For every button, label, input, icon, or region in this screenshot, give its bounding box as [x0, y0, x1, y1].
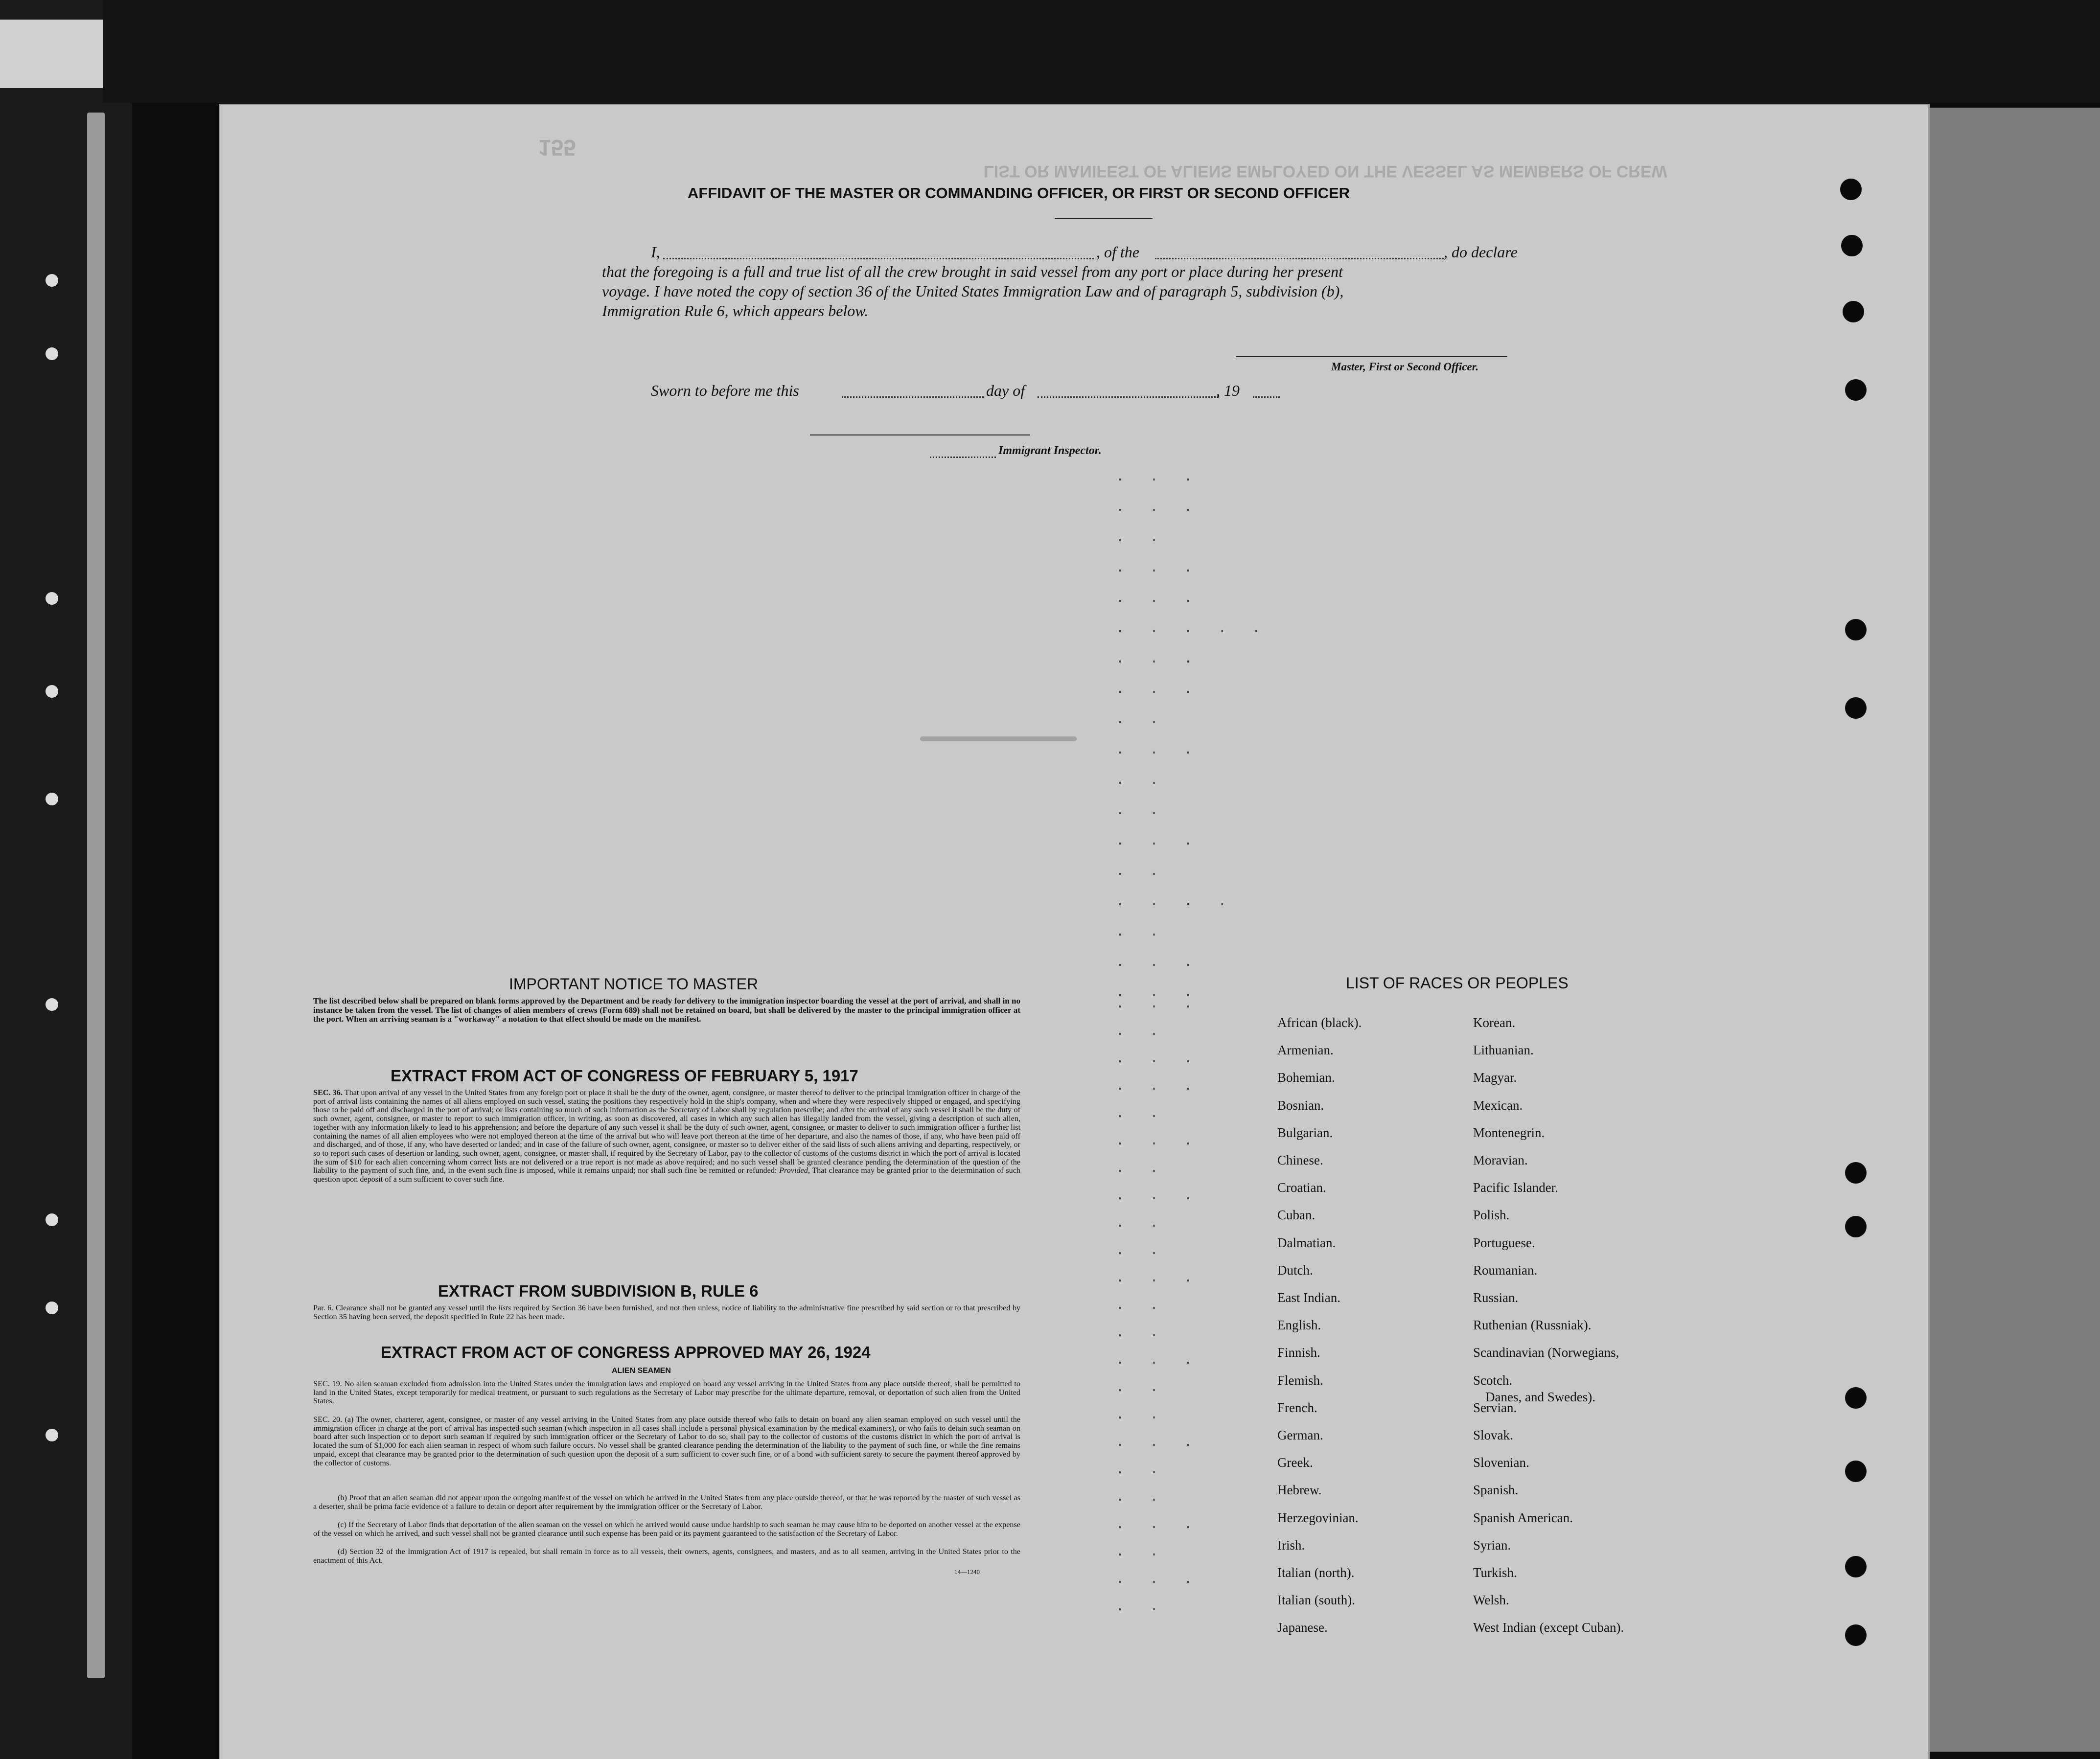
punch-hole: [1845, 1624, 1867, 1646]
subdivision-b-title: EXTRACT FROM SUBDIVISION B, RULE 6: [438, 1282, 759, 1300]
notice-text: The list described below shall be prepared on blank forms approved by the Department and be ready for delivery to the immigration inspector boarding the vessel at the port of arrival, and shall in no instance be taken from the vessel. The list of changes of alien members of crews (Form 689) shall not be retained on board, but shall be delivered by the master to the principal immigration officer at the port. When an arriving seaman is a "workaway" a notation to that effect should be made on the manifest.: [313, 996, 1020, 1024]
race-item: Spanish American.: [1473, 1510, 1573, 1525]
punch-hole: [1845, 379, 1867, 401]
lists-word: lists: [498, 1303, 511, 1312]
sworn-month-field[interactable]: [1038, 396, 1219, 398]
race-item: Greek.: [1277, 1455, 1313, 1470]
races-title: LIST OF RACES OR PEOPLES: [1346, 974, 1569, 992]
race-item: Irish.: [1277, 1537, 1305, 1553]
sworn-year-field[interactable]: [1253, 396, 1280, 398]
race-item: Mexican.: [1473, 1097, 1523, 1113]
race-item: German.: [1277, 1428, 1323, 1442]
notice-title: IMPORTANT NOTICE TO MASTER: [509, 975, 759, 993]
binder-hole: [46, 1429, 58, 1441]
binder-hole: [46, 998, 58, 1011]
par-6-label: Par. 6.: [313, 1303, 334, 1312]
par-6-text-b: required by Section 36 have been furnished, and not then unless, notice of liability to the administrative fine prescribed by said section or to that prescribed by Section 35 having been served, the deposit specified in Rule 22 has been made.: [313, 1303, 1021, 1321]
sec-19-text: [313, 1380, 1020, 1406]
race-item: Russian.: [1473, 1290, 1519, 1305]
race-item: Finnish.: [1277, 1345, 1320, 1360]
race-item: Bohemian.: [1277, 1070, 1335, 1085]
race-item: Slovenian.: [1473, 1455, 1529, 1470]
sworn-text: Sworn to before me this: [651, 382, 799, 399]
race-item: Hebrew.: [1277, 1483, 1322, 1498]
race-item: Bosnian.: [1277, 1097, 1324, 1113]
affidavit-line2: that the foregoing is a full and true list of all the crew brought in said vessel from any port or place during her present: [602, 263, 1343, 280]
sec-19-label: SEC. 19.: [313, 1379, 342, 1388]
document-sheet: [220, 105, 1928, 1759]
sec-20a-body: (a) The owner, charterer, agent, consignee, or master of any vessel arriving in the United States from any place outside thereof who fails to detain on board any alien seaman employed on such vessel until the immigration officer in charge at the port of arrival has inspected such seaman (which inspection in all cases shall include a personal physical examination by the medical examiners), or who fails to detain such seaman on board after such inspection or to deport such seaman if required by such immigration officer or the Secretary of Labor to do so, shall pay to the collector of customs of the customs district in which the port of arrival is located the sum of $1,000 for each alien seaman in respect of whom such failure occurs. No vessel shall be granted clearance pending the determination of the liability to the payment of such fine, or while the fine remains unpaid, except that clearance may be granted prior to the determination of such question upon the deposit of a sum sufficient to cover such fine, or of a bond with sufficient surety to secure the payment thereof approved by the collector of customs.: [313, 1415, 1020, 1467]
punch-hole: [1843, 301, 1864, 322]
race-item: Scandinavian (Norwegians,: [1473, 1345, 1619, 1360]
master-signature-label: Master, First or Second Officer.: [1331, 361, 1479, 373]
race-item: Syrian.: [1473, 1537, 1511, 1553]
race-item: Roumanian.: [1473, 1262, 1538, 1278]
sec-36-text-end: That clearance may be granted prior to the determination of such question upon deposit of a sum sufficient to cover such fine.: [313, 1166, 1021, 1184]
race-item: Turkish.: [1473, 1565, 1517, 1580]
binder-strip: [0, 0, 132, 1759]
sec-20b-text: (b) Proof that an alien seaman did not appear upon the outgoing manifest of the vessel on which he arrived in the United States from any place outside thereof, or that he was reported by the master of such vessel as a deserter, shall be prima facie evidence of a failure to detain or deport after requirement by the immigration officer or the Secretary of Labor.: [313, 1493, 1020, 1511]
race-item: Cuban.: [1277, 1208, 1315, 1223]
race-item: Italian (north).: [1277, 1565, 1355, 1580]
race-item: Croatian.: [1277, 1180, 1326, 1195]
punch-hole: [1845, 697, 1867, 719]
sec-36-label: SEC. 36.: [313, 1088, 343, 1097]
race-item: Slovak.: [1473, 1428, 1513, 1442]
race-item: Scotch.: [1473, 1372, 1513, 1388]
binder-hole: [46, 685, 58, 698]
binder-hole: [46, 347, 58, 360]
sec-20d-text: (d) Section 32 of the Immigration Act of 1917 is repealed, but shall remain in force as to all vessels, their owners, agents, consignees, and masters, and as to all seamen, arriving in the United States prior to the enactment of this Act.: [313, 1547, 1020, 1565]
race-item: Armenian.: [1277, 1043, 1334, 1058]
race-item: Pacific Islander.: [1473, 1180, 1558, 1195]
vessel-name-field[interactable]: [1155, 258, 1444, 259]
binder-hole: [46, 1213, 58, 1226]
scanner-top-bar: [103, 0, 2100, 103]
affidavit-line1-i: I,: [651, 243, 660, 261]
race-item: Dalmatian.: [1277, 1235, 1336, 1250]
bleed-through-page-number: 155: [538, 135, 576, 160]
sec-19-body: No alien seaman excluded from admission into the United States under the immigration laws and employed on board any vessel arriving in the United States from any place outside thereof, shall be permitted to land in the United States, except temporarily for medical treatment, or pursuant to such regulations as the Secretary of Labor may prescribe for the ultimate departure, removal, or deportation of such alien from the United States.: [313, 1379, 1020, 1406]
inspector-dots: [930, 457, 996, 458]
binder-edge: [87, 113, 105, 1678]
race-item: Herzegovinian.: [1277, 1510, 1359, 1525]
race-item: Flemish.: [1277, 1372, 1323, 1388]
race-item: Korean.: [1473, 1015, 1516, 1030]
punch-hole: [1840, 179, 1862, 200]
race-item: Portuguese.: [1473, 1235, 1535, 1250]
pencil-marks: . . . . . . . . . . . . . . . . . . . . . . . . . . . . . . . . . . . . . . . . . . . . . . . . . . .: [1116, 470, 1269, 1001]
left-page-edge: [0, 20, 113, 88]
race-item: French.: [1277, 1400, 1317, 1415]
sec-20a-text: [313, 1416, 1020, 1467]
race-item: Dutch.: [1277, 1262, 1313, 1278]
affidavit-title: AFFIDAVIT OF THE MASTER OR COMMANDING OFFICER, OR FIRST OR SECOND OFFICER: [688, 184, 1350, 202]
punch-hole: [1845, 1556, 1867, 1577]
race-item: Magyar.: [1473, 1070, 1517, 1085]
race-item-continuation: Danes, and Swedes).: [1485, 1390, 1595, 1404]
race-item: English.: [1277, 1318, 1321, 1333]
title-underline: [1055, 218, 1153, 219]
sec-20-label: SEC. 20.: [313, 1415, 343, 1424]
race-item: African (black).: [1277, 1015, 1362, 1030]
race-item: West Indian (except Cuban).: [1473, 1620, 1624, 1635]
race-item: Polish.: [1473, 1208, 1510, 1223]
master-name-field[interactable]: [663, 258, 1094, 259]
race-item: Italian (south).: [1277, 1593, 1355, 1608]
binder-hole: [46, 592, 58, 605]
affidavit-line3: voyage. I have noted the copy of section 36 of the United States Immigration Law and of paragraph 5, subdivision (b),: [602, 282, 1344, 300]
extract-1917-title: EXTRACT FROM ACT OF CONGRESS OF FEBRUARY 5, 1917: [391, 1067, 858, 1085]
bleed-through-header: LIST OR MANIFEST OF ALIENS EMPLOYED ON THE VESSEL AS MEMBERS OF CREW: [984, 162, 1667, 181]
binder-hole: [46, 793, 58, 805]
punch-hole: [1845, 1216, 1867, 1237]
affidavit-line1-declare: , do declare: [1444, 243, 1518, 261]
inspector-signature-line[interactable]: [810, 434, 1030, 435]
binder-hole: [46, 274, 58, 287]
alien-seamen-subtitle: ALIEN SEAMEN: [612, 1367, 671, 1375]
provided-label: Provided,: [779, 1166, 810, 1175]
inspector-label: Immigrant Inspector.: [998, 444, 1102, 457]
year-text: , 19: [1216, 382, 1240, 399]
race-item: East Indian.: [1277, 1290, 1340, 1305]
race-item: Lithuanian.: [1473, 1043, 1534, 1058]
sec-36-text: That upon arrival of any vessel in the United States from any foreign port or place it shall be the duty of the owner, agent, consignee, or master thereof to deliver to the principal immigration officer in charge of the port of arrival lists containing the names of all aliens employed on such vessel, stating the positions they respectively hold in the ship's company, when and where they were respectively shipped or engaged, and specifying those to be paid off and discharged in the port of arrival; or lists containing so much of such information as the Secretary of Labor shall by regulation prescribe; and after the arrival of any such vessel it shall be the duty of such owner, agent, consignee, or master to report to such immigration officer, in writing, as soon as discovered, all cases in which any such alien has illegally landed from the vessel, giving a description of such alien, together with any information likely to lead to his apprehension; and before the departure of any such vessel it shall be the duty of such owner, agent, consignee, or master to deliver to such immigration officer a further list containing the names of all alien employees who were not employed thereon at the time of the arrival but who will leave port thereon at the time of her departure, and also the names of those, if any, who have been paid off and discharged, and of those, if any, who have deserted or landed; and in case of the failure of such owner, agent, consignee, or master so to deliver either of the said lists of such aliens arriving and departing, respectively, or so to report such cases of desertion or landing, such owner, agent, consignee, or master shall, if required by the Secretary of Labor, pay to the collector of customs of the customs district in which the port of arrival is located the sum of $10 for each alien concerning whom correct lists are not delivered or a true report is not made as above required; and no such vessel shall be granted clearance pending the determination of the question of the liability to the payment of such fine, and, in the event such fine is imposed, while it remains unpaid; nor shall such fine be remitted or refunded:: [313, 1088, 1020, 1175]
race-item: Montenegrin.: [1473, 1125, 1545, 1140]
punch-hole: [1845, 619, 1867, 640]
punch-hole: [1845, 1461, 1867, 1482]
sec-20c-text: (c) If the Secretary of Labor finds that deportation of the alien seaman on the vessel on which he arrived would cause undue hardship to such seaman he may cause him to be deported on another vessel at the expense of the vessel on which he arrived, and such vessel shall not be granted clearance until such expense has been paid or its payment guaranteed to the satisfaction of the Secretary of Labor.: [313, 1520, 1020, 1538]
affidavit-line1-of-the: , of the: [1096, 243, 1139, 261]
punch-hole: [1845, 1162, 1867, 1184]
master-signature-line[interactable]: [1236, 356, 1507, 357]
race-item: Welsh.: [1473, 1593, 1509, 1608]
punch-hole: [1841, 235, 1863, 256]
day-of-text: day of: [986, 382, 1025, 399]
race-item: Servian.: [1473, 1400, 1517, 1415]
pencil-smudge: [920, 736, 1077, 741]
sworn-day-field[interactable]: [842, 396, 984, 398]
punch-hole: [1845, 1387, 1867, 1409]
race-item: Ruthenian (Russniak).: [1473, 1318, 1592, 1333]
extract-1917-text: [313, 1089, 1020, 1184]
subdivision-b-text: [313, 1304, 1020, 1321]
race-item: Japanese.: [1277, 1620, 1328, 1635]
binder-hole: [46, 1302, 58, 1314]
affidavit-line4: Immigration Rule 6, which appears below.: [602, 302, 869, 320]
extract-1924-title: EXTRACT FROM ACT OF CONGRESS APPROVED MAY 26, 1924: [381, 1343, 871, 1361]
pencil-marks: . . . . . . . . . . . . . . . . . . . . . . . . . . . . . . . . . . . . . . . . . . . . . . . . . . . . . . . .: [1116, 997, 1201, 1615]
race-item: Moravian.: [1473, 1153, 1528, 1167]
race-item: Bulgarian.: [1277, 1125, 1333, 1140]
form-number: 14—1240: [954, 1568, 980, 1576]
race-item: Spanish.: [1473, 1483, 1519, 1498]
par-6-text-a: Clearance shall not be granted any vessel until the: [335, 1303, 496, 1312]
race-item: Chinese.: [1277, 1153, 1323, 1167]
